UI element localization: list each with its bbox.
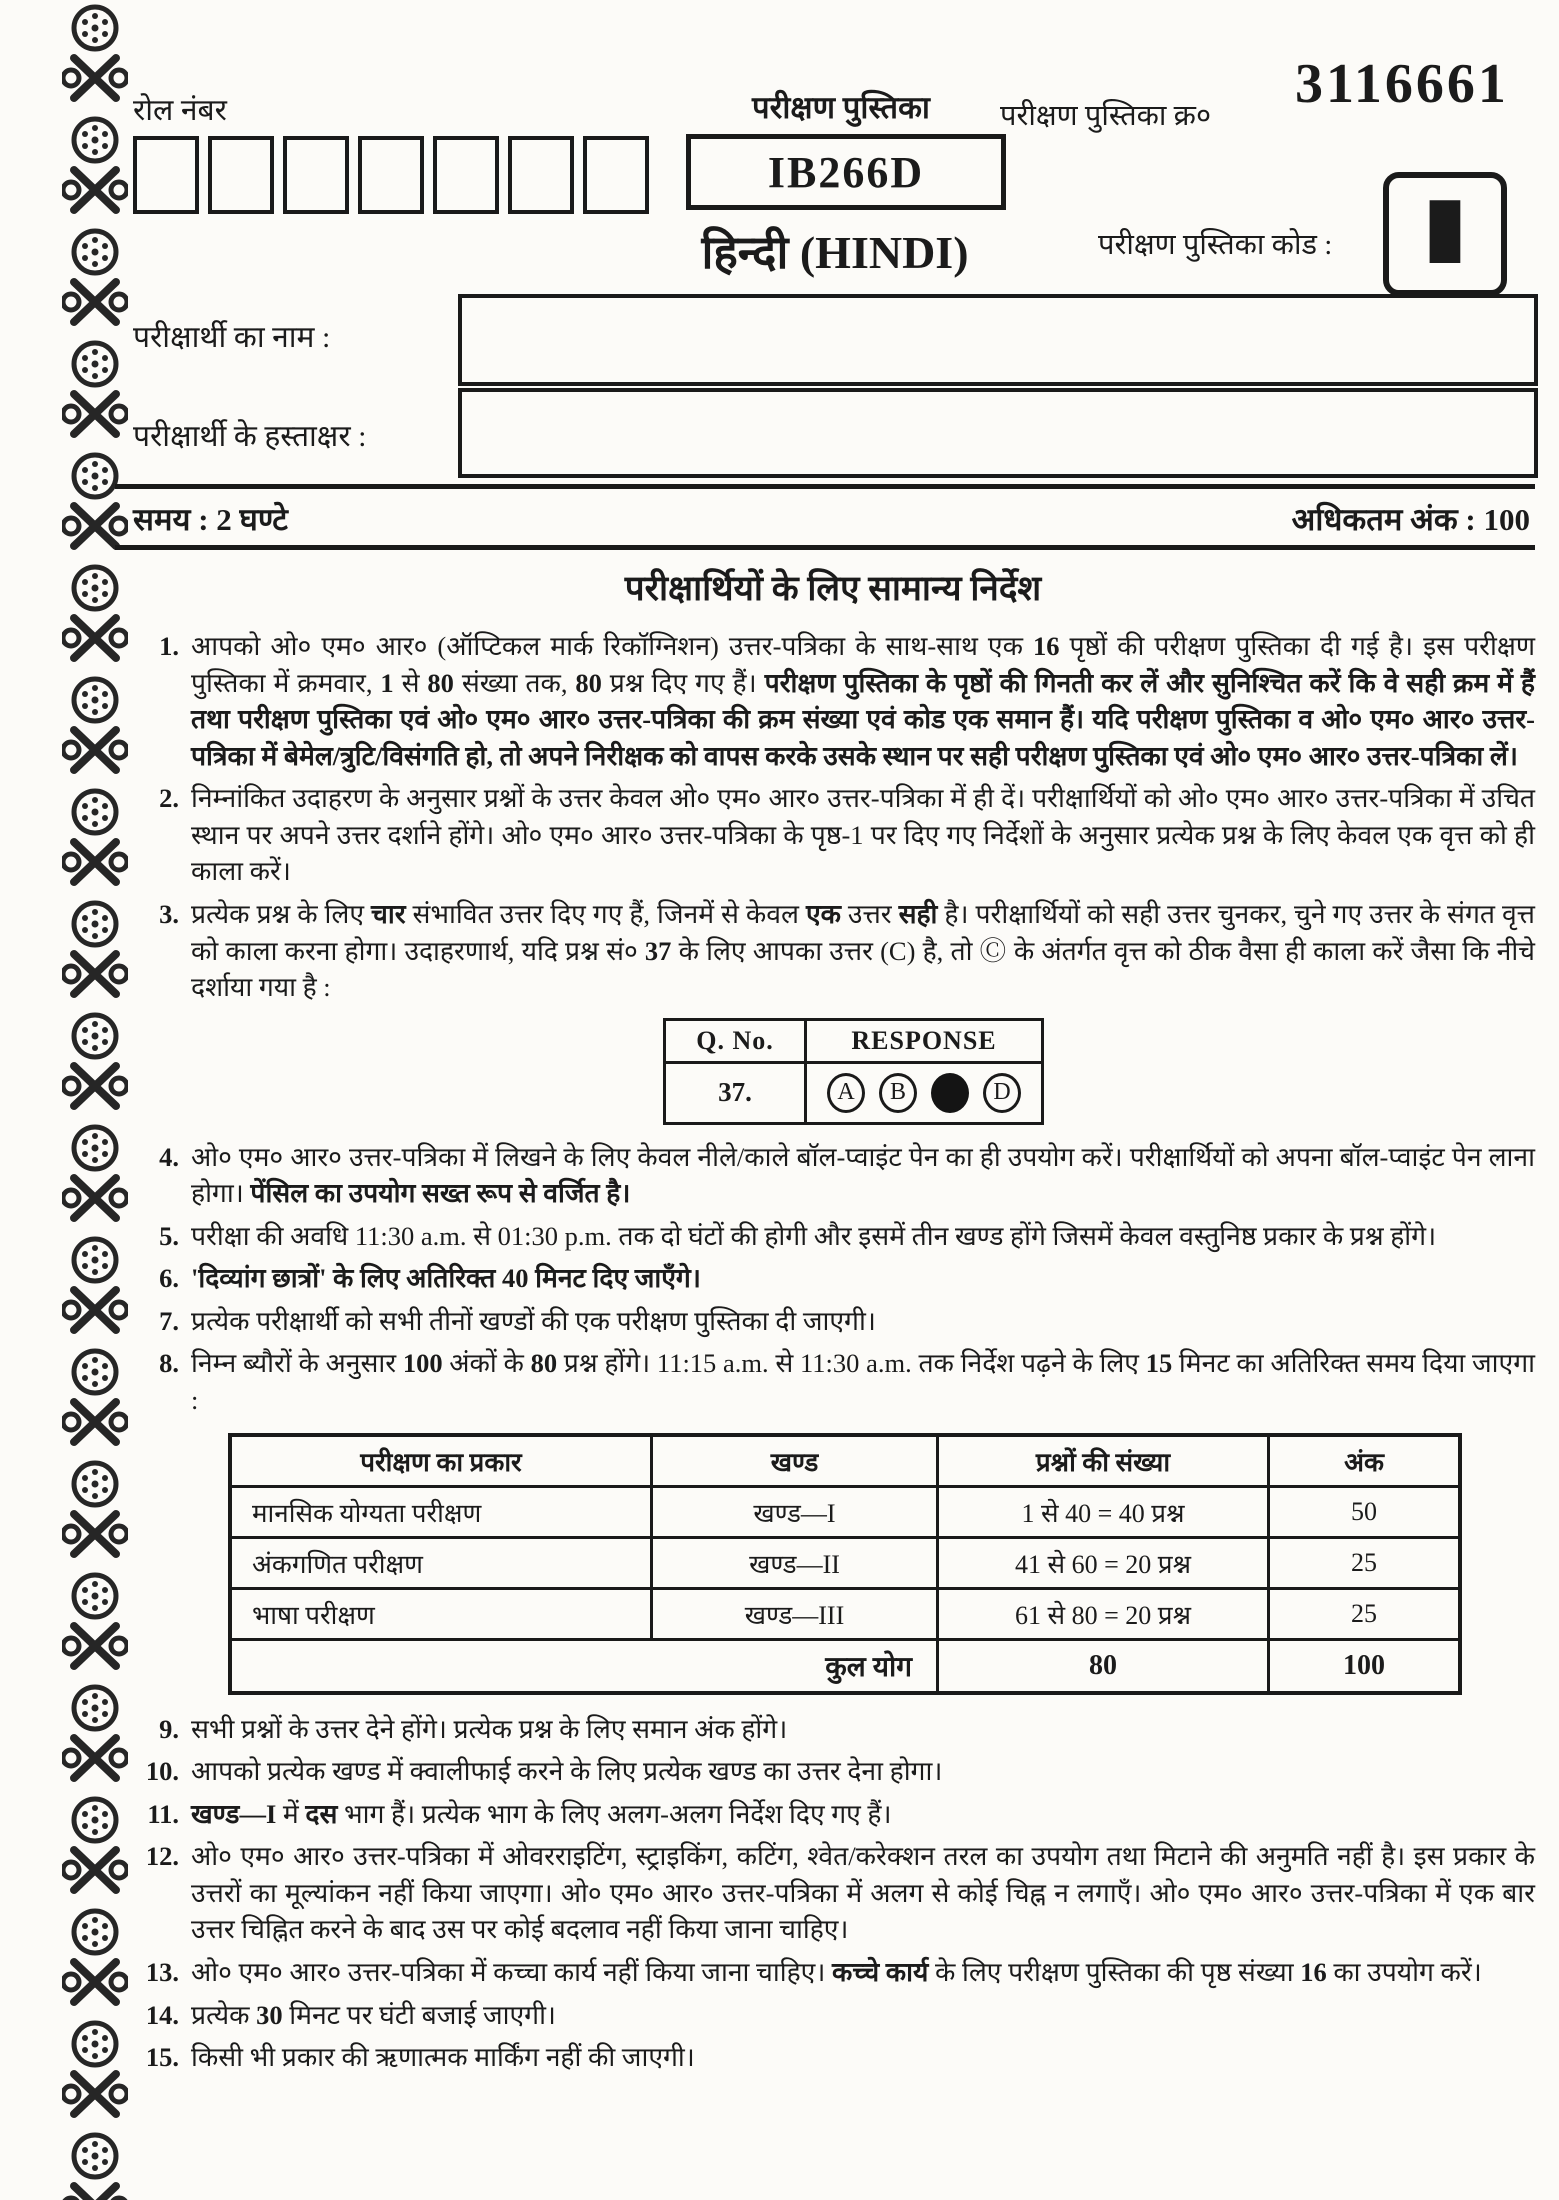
instruction-text: 'दिव्यांग छात्रों' के लिए अतिरिक्त 40 मिनट दिए जाएँगे। [191, 1263, 701, 1294]
response-header-cell: RESPONSE [806, 1019, 1043, 1062]
instruction-text: निम्नांकित उदाहरण के अनुसार प्रश्नों के उत्तर केवल ओ० एम० आर० उत्तर-पत्रिका में ही दें। परीक्षार्थियों को ओ० एम० आर० उत्तर-पत्रिका में उचित स्थान पर अपने उत्तर दर्शाने होंगे। ओ० एम० आर० उत्तर-पत्रिका के पृष्ठ-1 पर दिए गए निर्देशों के अनुसार प्रत्येक प्रश्न के लिए केवल एक वृत्त को ही काला करें। [191, 783, 1535, 887]
instruction-text: ओ० एम० आर० उत्तर-पत्रिका में कच्चा कार्य नहीं किया जाना चाहिए। कच्चे कार्य के लिए परीक्षण पुस्तिका की पृष्ठ संख्या 16 का उपयोग करें। [191, 1956, 1482, 1987]
instruction-item-6 [133, 1260, 1535, 1297]
series-code-box [1383, 172, 1507, 296]
exam-table-header-row [230, 1435, 1460, 1487]
response-example-table [663, 1018, 1044, 1125]
response-options [821, 1069, 1027, 1117]
instruction-item-15 [133, 2039, 1535, 2076]
candidate-name-label: परीक्षार्थी का नाम : [133, 321, 331, 354]
booklet-code-box [686, 134, 1006, 210]
qno-header-cell: Q. No. [665, 1019, 806, 1062]
instruction-item-3 [133, 896, 1535, 1006]
total-questions-cell: 80 [938, 1639, 1269, 1693]
instruction-number: 11. [147, 1798, 179, 1829]
instruction-item-11 [133, 1796, 1535, 1833]
candidate-signature-label: परीक्षार्थी के हस्ताक्षर : [133, 420, 367, 453]
roll-number-box [283, 136, 349, 214]
instructions-part-1 [133, 628, 1535, 1006]
instructions-part-2 [133, 1139, 1535, 1419]
instruction-item-14 [133, 1997, 1535, 2034]
candidate-name-field [458, 294, 1538, 386]
exam-table-cell: अंकगणित परीक्षण [230, 1537, 652, 1588]
roll-number-box [508, 136, 574, 214]
response-option-D-bubble: D [983, 1073, 1021, 1113]
instructions-part-3 [133, 1711, 1535, 2076]
exam-table-cell: खण्ड—III [652, 1588, 938, 1639]
instruction-item-8 [133, 1345, 1535, 1418]
roll-number-box [433, 136, 499, 214]
instruction-item-10 [133, 1753, 1535, 1790]
exam-table-cell: 61 से 80 = 20 प्रश्न [938, 1588, 1269, 1639]
instructions-list [133, 628, 1535, 2082]
instruction-item-13 [133, 1954, 1535, 1991]
exam-table-cell: 50 [1269, 1486, 1461, 1537]
exam-table-row [230, 1537, 1460, 1588]
exam-table-header: खण्ड [652, 1435, 938, 1487]
exam-table-row [230, 1588, 1460, 1639]
response-options-cell [806, 1062, 1043, 1123]
instruction-text: ओ० एम० आर० उत्तर-पत्रिका में लिखने के लिए केवल नीले/काले बॉल-प्वाइंट पेन का ही उपयोग करें। परीक्षार्थियों को अपना बॉल-प्वाइंट पेन लाना होगा। पेंसिल का उपयोग सख्त रूप से वर्जित है। [191, 1141, 1535, 1209]
series-code-value: I [1414, 184, 1476, 284]
instruction-text: प्रत्येक परीक्षार्थी को सभी तीनों खण्डों की एक परीक्षण पुस्तिका दी जाएगी। [191, 1305, 876, 1336]
subject-title: हिन्दी (HINDI) [701, 227, 969, 278]
instruction-text: खण्ड—I में दस भाग हैं। प्रत्येक भाग के लिए अलग-अलग निर्देश दिए गए हैं। [191, 1798, 892, 1829]
booklet-number-label: परीक्षण पुस्तिका क्र० [1000, 100, 1212, 132]
booklet-number: 3116661 [1295, 53, 1509, 115]
response-example-header-row [665, 1019, 1043, 1062]
instruction-item-5 [133, 1218, 1535, 1255]
exam-table-cell: 41 से 60 = 20 प्रश्न [938, 1537, 1269, 1588]
instruction-item-9 [133, 1711, 1535, 1748]
total-label-cell: कुल योग [230, 1639, 938, 1693]
exam-table-cell: खण्ड—II [652, 1537, 938, 1588]
instruction-text: प्रत्येक 30 मिनट पर घंटी बजाई जाएगी। [191, 1999, 556, 2030]
instruction-text: किसी भी प्रकार की ऋणात्मक मार्किंग नहीं की जाएगी। [191, 2042, 695, 2073]
test-booklet-label: परीक्षण पुस्तिका [752, 90, 930, 125]
instruction-number: 15. [145, 2042, 179, 2073]
roll-number-box [583, 136, 649, 214]
exam-table-total-row [230, 1639, 1460, 1693]
roll-number-boxes [133, 136, 649, 214]
instruction-text: निम्न ब्यौरों के अनुसार 100 अंकों के 80 प्रश्न होंगे। 11:15 a.m. से 11:30 a.m. तक निर्देश पढ़ने के लिए 15 मिनट का अतिरिक्त समय दिया जाएगा : [191, 1348, 1535, 1415]
instruction-item-12 [133, 1838, 1535, 1948]
exam-table-header: प्रश्नों की संख्या [938, 1435, 1269, 1487]
instruction-number: 7. [159, 1305, 179, 1336]
candidate-signature-field [458, 388, 1538, 478]
instruction-number: 2. [159, 783, 179, 814]
horizontal-rule [115, 545, 1535, 550]
roll-number-box [133, 136, 199, 214]
exam-table-header: अंक [1269, 1435, 1461, 1487]
instruction-text: सभी प्रश्नों के उत्तर देने होंगे। प्रत्येक प्रश्न के लिए समान अंक होंगे। [191, 1713, 788, 1744]
horizontal-rule [115, 484, 1535, 489]
instruction-number: 12. [145, 1841, 179, 1872]
response-option-C-filled-bubble [931, 1073, 969, 1113]
exam-table-header: परीक्षण का प्रकार [230, 1435, 652, 1487]
instruction-number: 5. [159, 1220, 179, 1251]
instruction-text: ओ० एम० आर० उत्तर-पत्रिका में ओवरराइटिंग, स्ट्राइकिंग, कटिंग, श्वेत/करेक्शन तरल का उपयोग तथा मिटाने की अनुमति नहीं है। इस प्रकार के उत्तरों का मूल्यांकन नहीं किया जाएगा। ओ० एम० आर० उत्तर-पत्रिका में अलग से कोई चिह्न न लगाएँ। ओ० एम० आर० उत्तर-पत्रिका में एक बार उत्तर चिह्नित करने के बाद उस पर कोई बदलाव नहीं किया जाना चाहिए। [191, 1841, 1535, 1945]
roll-number-box [208, 136, 274, 214]
max-marks-label: अधिकतम अंक : 100 [1291, 502, 1530, 537]
example-question-number: 37. [665, 1062, 806, 1123]
instruction-number: 3. [159, 898, 179, 929]
exam-table-cell: 1 से 40 = 40 प्रश्न [938, 1486, 1269, 1537]
instructions-heading: परीक्षार्थियों के लिए सामान्य निर्देश [624, 569, 1042, 608]
booklet-code-series-label: परीक्षण पुस्तिका कोड : [1098, 229, 1333, 261]
instruction-number: 6. [159, 1263, 179, 1294]
instruction-number: 4. [159, 1141, 179, 1172]
instruction-number: 10. [145, 1756, 179, 1787]
instruction-number: 14. [145, 1999, 179, 2030]
instruction-item-4 [133, 1139, 1535, 1212]
exam-table-cell: मानसिक योग्यता परीक्षण [230, 1486, 652, 1537]
exam-table-cell: खण्ड—I [652, 1486, 938, 1537]
instruction-item-1 [133, 628, 1535, 774]
instruction-text: आपको ओ० एम० आर० (ऑप्टिकल मार्क रिकॉग्निशन) उत्तर-पत्रिका के साथ-साथ एक 16 पृष्ठों की परीक्षण पुस्तिका दी गई है। इस परीक्षण पुस्तिका में क्रमवार, 1 से 80 संख्या तक, 80 प्रश्न दिए गए हैं। परीक्षण पुस्तिका के पृष्ठों की गिनती कर लें और सुनिश्चित करें कि वे सही क्रम में हैं तथा परीक्षण पुस्तिका एवं ओ० एम० आर० उत्तर-पत्रिका की क्रम संख्या एवं कोड एक समान हैं। यदि परीक्षण पुस्तिका व ओ० एम० आर० उत्तर-पत्रिका में बेमेल/त्रुटि/विसंगति हो, तो अपने निरीक्षक को वापस करके उसके स्थान पर सही परीक्षण पुस्तिका एवं ओ० एम० आर० उत्तर-पत्रिका लें। [191, 631, 1536, 771]
exam-table-cell: भाषा परीक्षण [230, 1588, 652, 1639]
roll-number-label: रोल नंबर [133, 94, 227, 127]
response-option-A-bubble: A [827, 1073, 865, 1113]
instruction-text: प्रत्येक प्रश्न के लिए चार संभावित उत्तर दिए गए हैं, जिनमें से केवल एक उत्तर सही है। परीक्षार्थियों को सही उत्तर चुनकर, चुने गए उत्तर के संगत वृत्त को काला करना होगा। उदाहरणार्थ, यदि प्रश्न सं० 37 के लिए आपका उत्तर (C) है, तो Ⓒ के अंतर्गत वृत्त को ठीक वैसा ही काला करें जैसा कि नीचे दर्शाया गया है : [191, 898, 1536, 1003]
exam-table-cell: 25 [1269, 1537, 1461, 1588]
total-marks-cell: 100 [1269, 1639, 1461, 1693]
instruction-number: 13. [145, 1956, 179, 1987]
instruction-text: आपको प्रत्येक खण्ड में क्वालीफाई करने के लिए प्रत्येक खण्ड का उत्तर देना होगा। [191, 1756, 943, 1787]
instruction-item-2 [133, 780, 1535, 890]
exam-structure-table [228, 1433, 1462, 1695]
decorative-border-pattern [62, 0, 128, 2200]
exam-table-row [230, 1486, 1460, 1537]
instruction-number: 8. [159, 1348, 179, 1379]
instruction-number: 9. [159, 1713, 179, 1744]
time-allowed-label: समय : 2 घण्टे [133, 502, 288, 537]
exam-table-cell: 25 [1269, 1588, 1461, 1639]
booklet-code: IB266D [767, 147, 925, 197]
roll-number-box [358, 136, 424, 214]
instruction-item-7 [133, 1303, 1535, 1340]
instruction-text: परीक्षा की अवधि 11:30 a.m. से 01:30 p.m. तक दो घंटों की होगी और इसमें तीन खण्ड होंगे जिसमें केवल वस्तुनिष्ठ प्रकार के प्रश्न होंगे। [191, 1220, 1437, 1251]
response-example-row [665, 1062, 1043, 1123]
response-option-B-bubble: B [879, 1073, 917, 1113]
instruction-number: 1. [159, 631, 179, 661]
